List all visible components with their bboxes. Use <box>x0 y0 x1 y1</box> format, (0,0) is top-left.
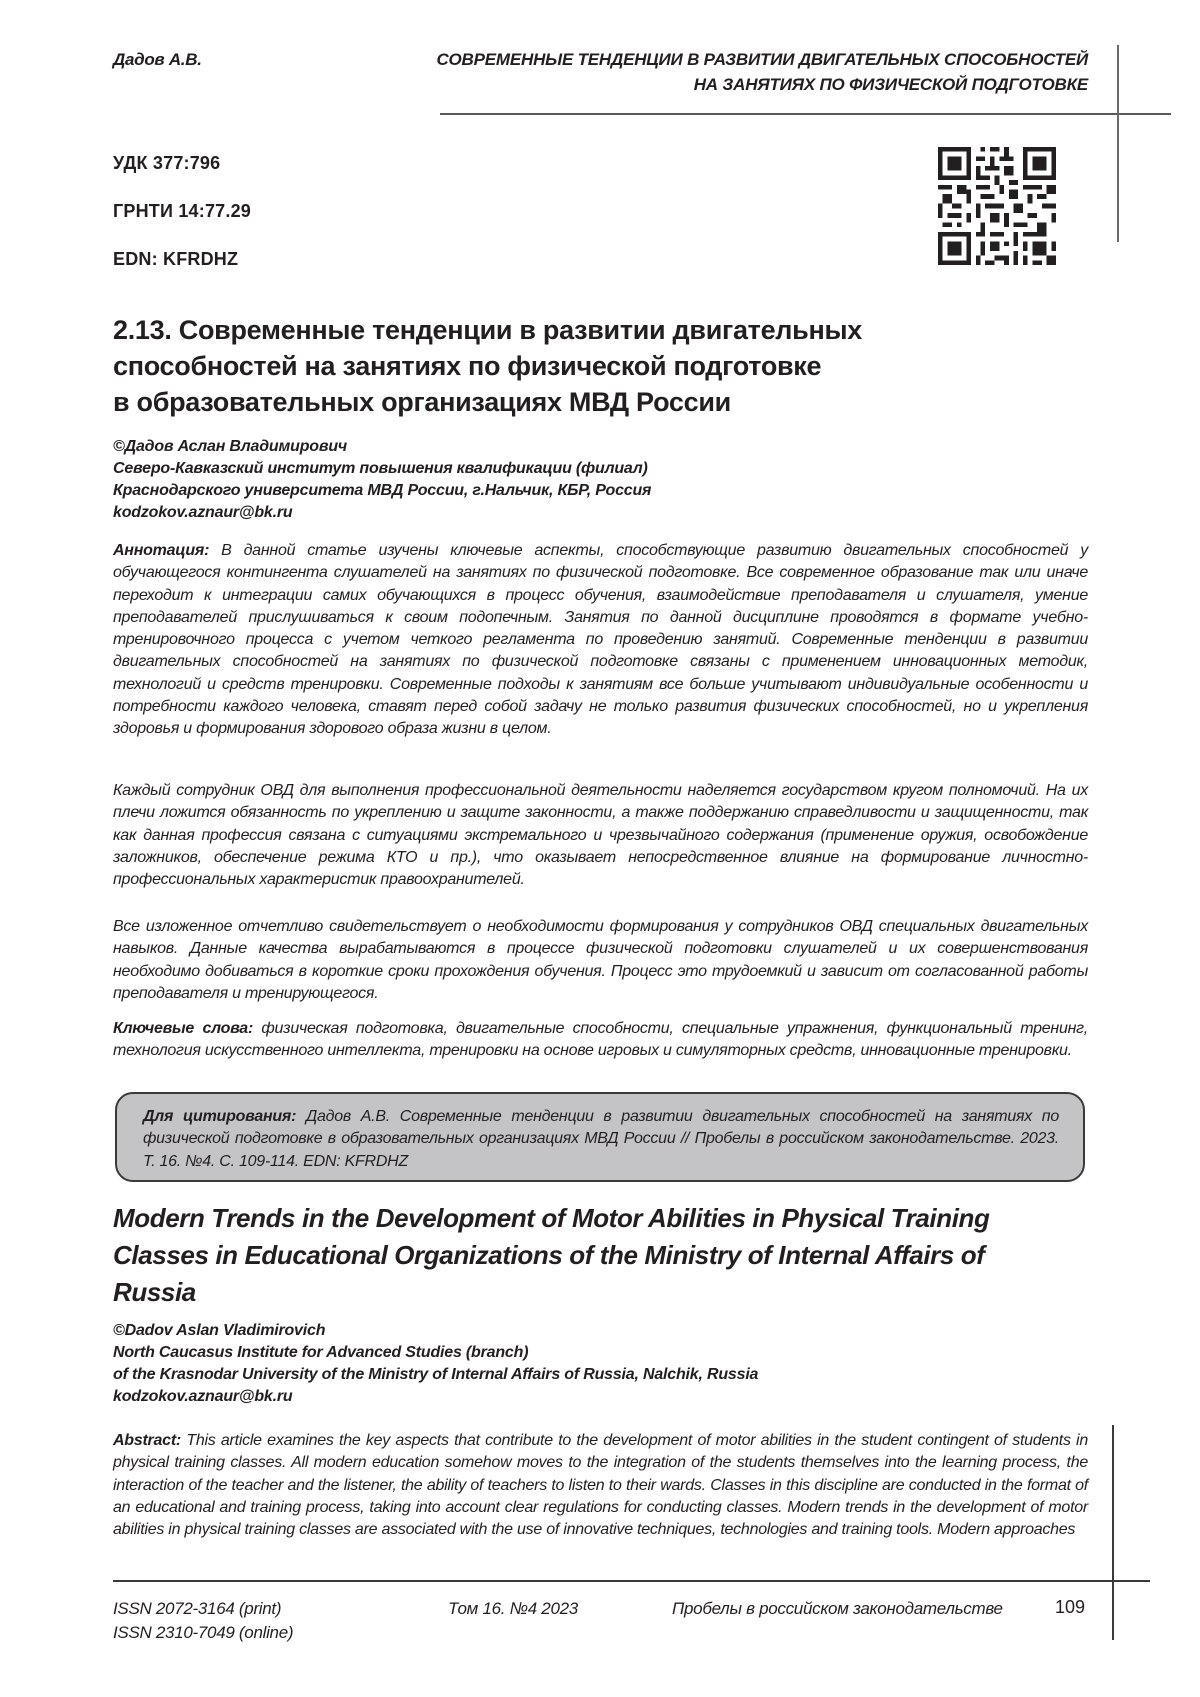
abstract-text: This article examines the key aspects that contribute to the development of motor abilities in the student contingent of students in physical training classes. All modern education somehow moves to the integration of the students themselves into the learning process, the interaction of the teacher and the listener, the ability of teachers to listen to their wards. Classes in this discipline are conducted in the format of an educational and training process, taking into account clear regulations for conducting classes. Modern trends in the development of motor abilities in physical training classes are associated with the use of innovative techniques, technologies and training tools. Modern approaches <box>113 1432 1088 1539</box>
qr-code-icon <box>938 147 1056 265</box>
grnti-code: ГРНТИ 14:77.29 <box>113 201 252 221</box>
footer-volume: Том 16. №4 2023 <box>448 1599 578 1618</box>
issn-online: ISSN 2310-7049 (online) <box>113 1623 294 1642</box>
article-title-ru-line3: в образовательных организациях МВД России <box>113 387 731 417</box>
affiliation-ru-line2: Краснодарского университета МВД России, г.Нальчик, КБР, Россия <box>113 482 652 499</box>
footer-vertical-rule <box>1112 1425 1114 1640</box>
footer-divider <box>113 1580 1150 1582</box>
issn-print: ISSN 2072-3164 (print) <box>113 1599 282 1618</box>
citation-text: Дадов А.В. Современные тенденции в развитии двигательных способностей на занятиях по физической подготовке в образовательных организациях МВД России // Пробелы в российском законодательстве. 2023. Т. 16. №4. С. 109-114. EDN: KFRDHZ <box>143 1108 1060 1170</box>
affiliation-en-line2: of the Krasnodar University of the Ministry of Internal Affairs of Russia, Nalchik, Russia <box>113 1366 759 1383</box>
author-email-ru[interactable]: kodzokov.aznaur@bk.ru <box>113 504 293 521</box>
author-block-en <box>113 1320 758 1408</box>
abstract-en <box>113 1430 1088 1541</box>
running-header-title <box>328 47 1088 97</box>
citation-box <box>115 1092 1085 1182</box>
annotation-text-3: Все изложенное отчетливо свидетельствует о необходимости формирования у сотрудников ОВД специальных двигательных навыков. Данные качества вырабатываются в процессе физической подготовки слушателей и их совершенствования необходимо добиваться в короткие сроки прохождения обучения. Процесс это трудоемкий и зависит от согласованной работы преподавателя и тренирующегося. <box>113 918 1088 1002</box>
affiliation-ru-line1: Северо-Кавказский институт повышения квалификации (филиал) <box>113 460 648 477</box>
annotation-paragraph-1 <box>113 540 1088 741</box>
header-divider <box>440 113 1171 115</box>
page-number: 109 <box>1055 1597 1086 1617</box>
article-title-ru-line1: 2.13. Современные тенденции в развитии двигательных <box>113 315 862 345</box>
header-vertical-rule <box>1117 45 1119 242</box>
annotation-text-2: Каждый сотрудник ОВД для выполнения профессиональной деятельности наделяется государством кругом полномочий. На их плечи ложится обязанность по укреплению и защите законности, а также поддержанию справедливости и защищенности, так как данная профессия связана с ситуациями экстремального и чрезвычайного содержания (применение оружия, освобождение заложников, обеспечение режима КТО и пр.), что оказывает непосредственное влияние на формирование личностно-профессиональных характеристик правоохранителей. <box>113 782 1088 889</box>
udk-code: УДК 377:796 <box>113 153 221 173</box>
author-name-ru: ©Дадов Аслан Владимирович <box>113 438 348 455</box>
article-title-en: Modern Trends in the Development of Motor Abilities in Physical Training Classes in Educational Organizations of the Ministry of Internal Affairs of Russia <box>113 1203 990 1307</box>
keywords-text: физическая подготовка, двигательные способности, специальные упражнения, функциональный тренинг, технология искусственного интеллекта, тренировки на основе игровых и симуляторных средств, инновационные тренировки. <box>113 1020 1088 1060</box>
citation-label: Для цитирования: <box>143 1108 297 1125</box>
author-block-ru <box>113 436 651 524</box>
edn-code: EDN: KFRDHZ <box>113 249 239 269</box>
annotation-paragraph-3 <box>113 916 1088 1005</box>
author-name-en: ©Dadov Aslan Vladimirovich <box>113 1322 326 1339</box>
abstract-label: Abstract: <box>113 1432 181 1449</box>
keywords-ru <box>113 1018 1088 1063</box>
article-title-ru-line2: способностей на занятиях по физической подготовке <box>113 351 822 381</box>
running-header-title-line2: НА ЗАНЯТИЯХ ПО ФИЗИЧЕСКОЙ ПОДГОТОВКЕ <box>693 75 1088 94</box>
keywords-label: Ключевые слова: <box>113 1020 254 1037</box>
running-header-title-line1: СОВРЕМЕННЫЕ ТЕНДЕНЦИИ В РАЗВИТИИ ДВИГАТЕЛЬНЫХ СПОСОБНОСТЕЙ <box>436 50 1088 69</box>
running-header-author: Дадов А.В. <box>113 50 202 69</box>
footer-journal-name: Пробелы в российском законодательстве <box>672 1599 1003 1618</box>
footer-issn <box>113 1597 293 1645</box>
annotation-paragraph-2 <box>113 780 1088 891</box>
annotation-label: Аннотация: <box>113 542 210 559</box>
author-email-en[interactable]: kodzokov.aznaur@bk.ru <box>113 1388 293 1405</box>
article-title-ru <box>113 312 893 420</box>
annotation-text-1: В данной статье изучены ключевые аспекты, способствующие развитию двигательных способностей у обучающегося контингента слушателей на занятиях по физической подготовке. Все современное образование так или иначе переходит к интеграции самих обучающихся в процесс обучения, взаимодействие преподавателя и слушателя, умение преподавателей прислушиваться к своим подопечным. Занятия по данной дисциплине проводятся в формате учебно-тренировочного процесса с учетом четкого регламента по проведению занятий. Современные тенденции в развитии двигательных способностей на занятиях по физической подготовке связаны с применением инновационных методик, технологий и средств тренировки. Современные подходы к занятиям все больше учитывают индивидуальные особенности и потребности каждого человека, ставят перед собой задачу не только развития физических способностей, но и укрепления здоровья и формирования здорового образа жизни в целом. <box>113 542 1088 738</box>
affiliation-en-line1: North Caucasus Institute for Advanced Studies (branch) <box>113 1344 529 1361</box>
